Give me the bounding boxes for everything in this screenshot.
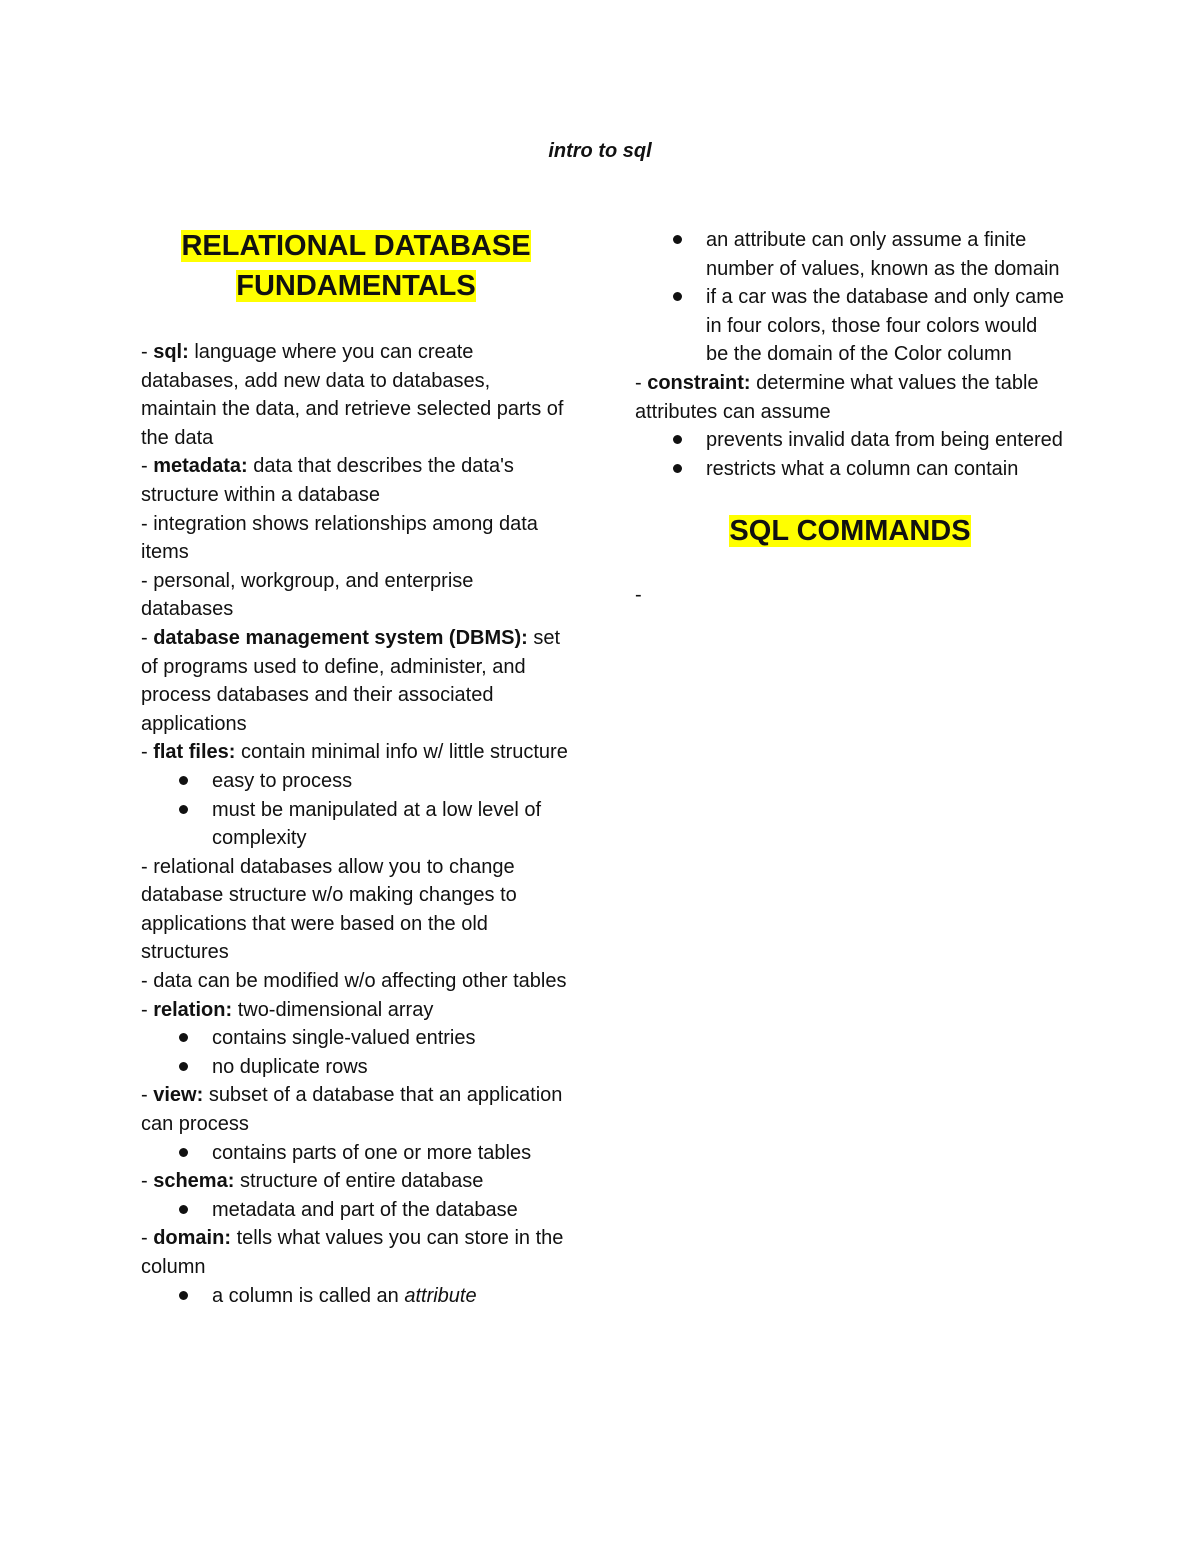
entry-sql: - sql: language where you can create databases, add new data to databases, maintain the data, and retrieve selected parts of the data [141,341,564,449]
heading-line-1: RELATIONAL DATABASE [181,230,531,262]
entry-dbms: - database management system (DBMS): set of programs used to define, administer, and process databases and their associated applications [141,626,561,735]
def-constraint: determine what values the table attributes can assume [635,371,1039,423]
term-schema: schema: [153,1170,235,1193]
right-column [635,226,1065,610]
relation-bullets [141,1024,571,1081]
term-relation: relation: [153,998,233,1021]
domain-bullets-left [141,1282,571,1311]
left-column [141,226,571,1310]
entry-relation: - relation: two-dimensional array [141,998,434,1021]
text-modified: data can be modified w/o affecting other tables [153,970,567,993]
bullet-icon [179,1291,188,1300]
term-metadata: metadata: [153,455,248,478]
def-dbms: set of programs used to define, administer, and process databases and their associated applications [141,626,561,735]
text-relational-allow: relational databases allow you to change database structure w/o making changes to applications that were based on the old structures [141,855,517,964]
bullet-icon [179,1062,188,1071]
entry-constraint: - constraint: determine what values the table attributes can assume [635,371,1039,423]
list-item: a column is called an attribute [141,1282,571,1311]
def-domain: tells what values you can store in the column [141,1227,564,1278]
entry-metadata: - metadata: data that describes the data's structure within a database [141,455,514,506]
def-relation: two-dimensional array [237,998,434,1021]
domain-bullets-right [635,226,1065,369]
list-item: metadata and part of the database [141,1196,571,1225]
term-view: view: [153,1084,204,1107]
list-item: restricts what a column can contain [635,455,1065,484]
text-integration: integration shows relationships among data items [141,512,538,564]
attribute-emphasis: attribute [404,1284,477,1307]
term-flat-files: flat files: [153,741,236,764]
entry-personal: - personal, workgroup, and enterprise databases [141,569,474,621]
view-bullets [141,1139,571,1168]
bullet-icon [673,464,682,473]
bullet-icon [673,435,682,444]
bullet-icon [179,776,188,785]
bullet-icon [179,1033,188,1042]
section-heading-relational [141,226,571,306]
def-view: subset of a database that an application can process [141,1084,563,1136]
bullet-icon [673,235,682,244]
term-sql: sql: [153,341,189,363]
list-item: an attribute can only assume a finite number of values, known as the domain [635,226,1065,283]
entry-view: - view: subset of a database that an application can process [141,1084,563,1136]
term-constraint: constraint: [647,371,751,394]
flat-files-bullets [141,767,571,853]
section-heading-sql-commands: SQL COMMANDS [729,515,971,548]
def-flat-files: contain minimal info w/ little structure [241,741,568,764]
list-item: contains parts of one or more tables [141,1139,571,1168]
list-item: contains single-valued entries [141,1024,571,1053]
def-metadata: data that describes the data's structure within a database [141,455,514,506]
def-schema: structure of entire database [239,1170,484,1193]
heading-line-2: FUNDAMENTALS [236,270,476,302]
list-item: easy to process [141,767,571,796]
bullet-icon [179,1205,188,1214]
list-item: if a car was the database and only came in four colors, those four colors would be the domain of the Color column [635,283,1065,369]
list-item: prevents invalid data from being entered [635,426,1065,455]
term-domain: domain: [153,1227,231,1250]
document-title: intro to sql [548,140,652,162]
schema-bullets [141,1196,571,1225]
bullet-icon [673,292,682,301]
def-sql: language where you can create databases, add new data to databases, maintain the data, and retrieve selected parts of the data [141,341,564,449]
constraint-bullets [635,426,1065,483]
entry-schema: - schema: structure of entire database [141,1170,484,1193]
entry-integration: - integration shows relationships among data items [141,512,538,564]
text-personal: personal, workgroup, and enterprise databases [141,569,474,621]
list-item: no duplicate rows [141,1053,571,1082]
entry-modified: - data can be modified w/o affecting other tables [141,970,567,993]
entry-domain: - domain: tells what values you can store in the column [141,1227,564,1278]
entry-flat-files: - flat files: contain minimal info w/ little structure [141,741,568,764]
list-item: must be manipulated at a low level of complexity [141,796,571,853]
bullet-icon [179,1148,188,1157]
bullet-icon [179,805,188,814]
term-dbms: database management system (DBMS): [153,626,528,649]
entry-relational-allow: - relational databases allow you to change database structure w/o making changes to applications that were based on the old structures [141,855,517,964]
entry-commands-empty: - [635,584,642,607]
